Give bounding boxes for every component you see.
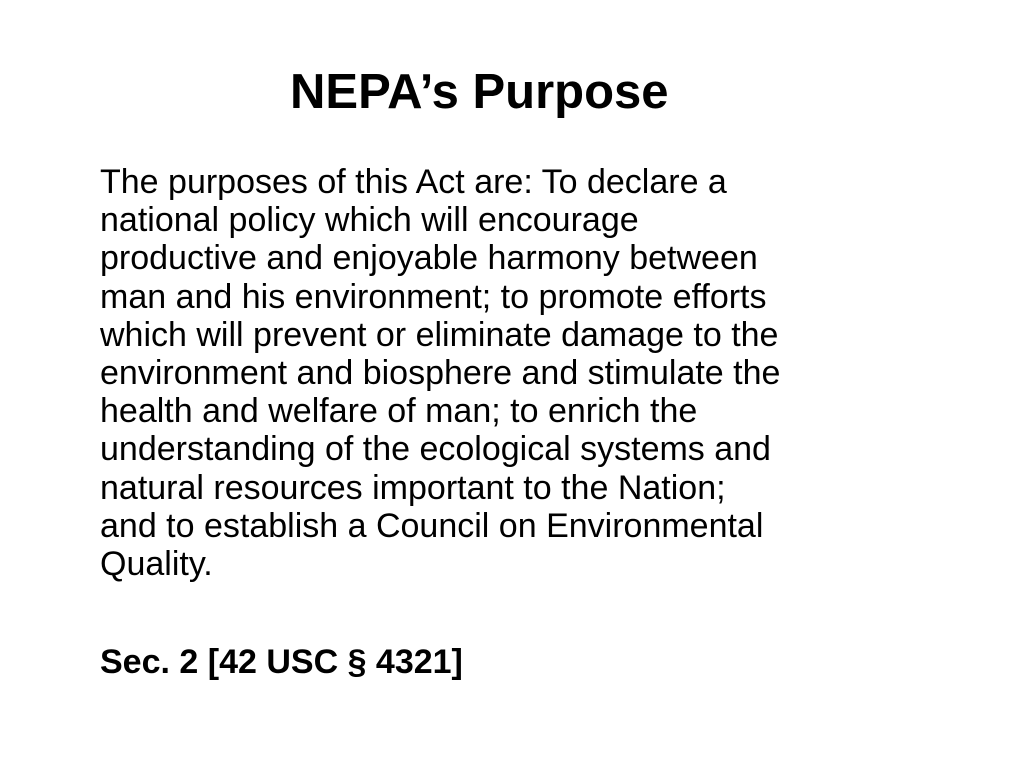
paragraph-line: and to establish a Council on Environmental [100, 506, 764, 545]
paragraph-line: health and welfare of man; to enrich the [100, 392, 698, 431]
paragraph-line: Quality. [100, 545, 213, 584]
paragraph-line: which will prevent or eliminate damage to the [100, 315, 779, 354]
paragraph-line: environment and biosphere and stimulate the [100, 354, 781, 393]
slide-title: NEPA’s Purpose [290, 65, 669, 119]
paragraph-line: understanding of the ecological systems and [100, 430, 771, 469]
paragraph-line: natural resources important to the Nation; [100, 468, 726, 507]
purpose-paragraph [100, 163, 970, 583]
paragraph-line: national policy which will encourage [100, 201, 639, 240]
paragraph-line: The purposes of this Act are: To declare a [100, 163, 727, 201]
paragraph-line: productive and enjoyable harmony between [100, 239, 758, 278]
paragraph-line: man and his environment; to promote efforts [100, 277, 767, 316]
statute-citation: Sec. 2 [42 USC § 4321] [100, 643, 463, 681]
